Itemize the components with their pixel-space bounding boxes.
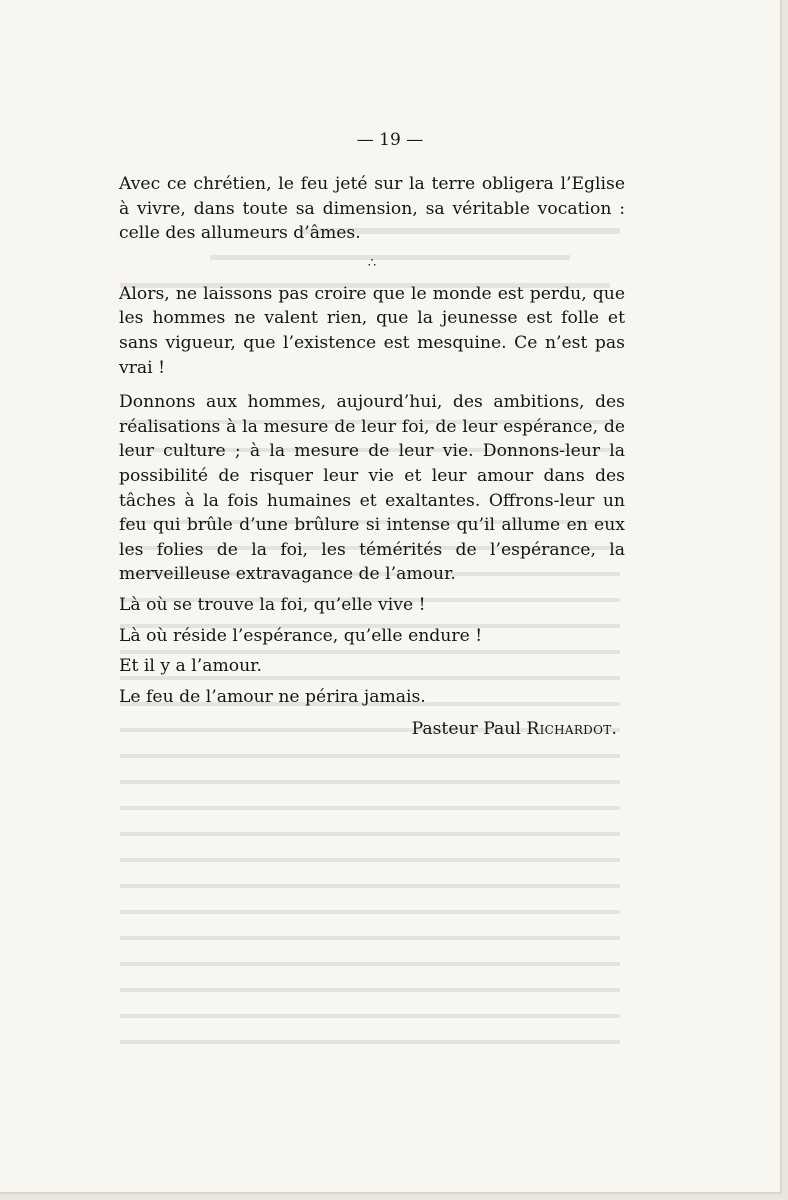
- signature-prefix: Pasteur Paul: [411, 719, 527, 740]
- text-body: [119, 172, 625, 742]
- paragraph-3: Donnons aux hommes, aujourd’hui, des ambitions, des réalisations à la mesure de leur foi, de leur espérance, de leur culture ; à la mesure de leur vie. Donnons-leur la possibilité de risquer leur vie et leur amour dans des tâches à la fois humaines et exaltantes. Offrons-leur un feu qui brûle d’une brûlure si intense qu’il allume en eux les folies de la foi, les témérités de l’espérance, la merveilleuse extravagance de l’amour.: [119, 392, 625, 585]
- page-number: — 19 —: [356, 130, 424, 150]
- closing-line-2: Là où réside l’espérance, qu’elle endure !: [119, 625, 483, 646]
- closing-line-4: Le feu de l’amour ne périra jamais.: [119, 686, 426, 707]
- signature: [119, 717, 625, 742]
- signature-surname: Richardot: [526, 719, 612, 740]
- closing-line-1: Là où se trouve la foi, qu’elle vive !: [119, 594, 426, 615]
- section-ornament: ∴: [367, 255, 377, 271]
- paragraph-1: Avec ce chrétien, le feu jeté sur la terre obligera l’Eglise à vivre, dans toute sa dimension, sa véritable vocation : celle des allumeurs d’âmes.: [119, 174, 625, 244]
- closing-line-3: Et il y a l’amour.: [119, 656, 262, 677]
- paragraph-2: Alors, ne laissons pas croire que le monde est perdu, que les hommes ne valent rien, que la jeunesse est folle et sans vigueur, que l’existence est mesquine. Ce n’est pas vrai !: [119, 283, 625, 378]
- signature-suffix: .: [611, 719, 617, 740]
